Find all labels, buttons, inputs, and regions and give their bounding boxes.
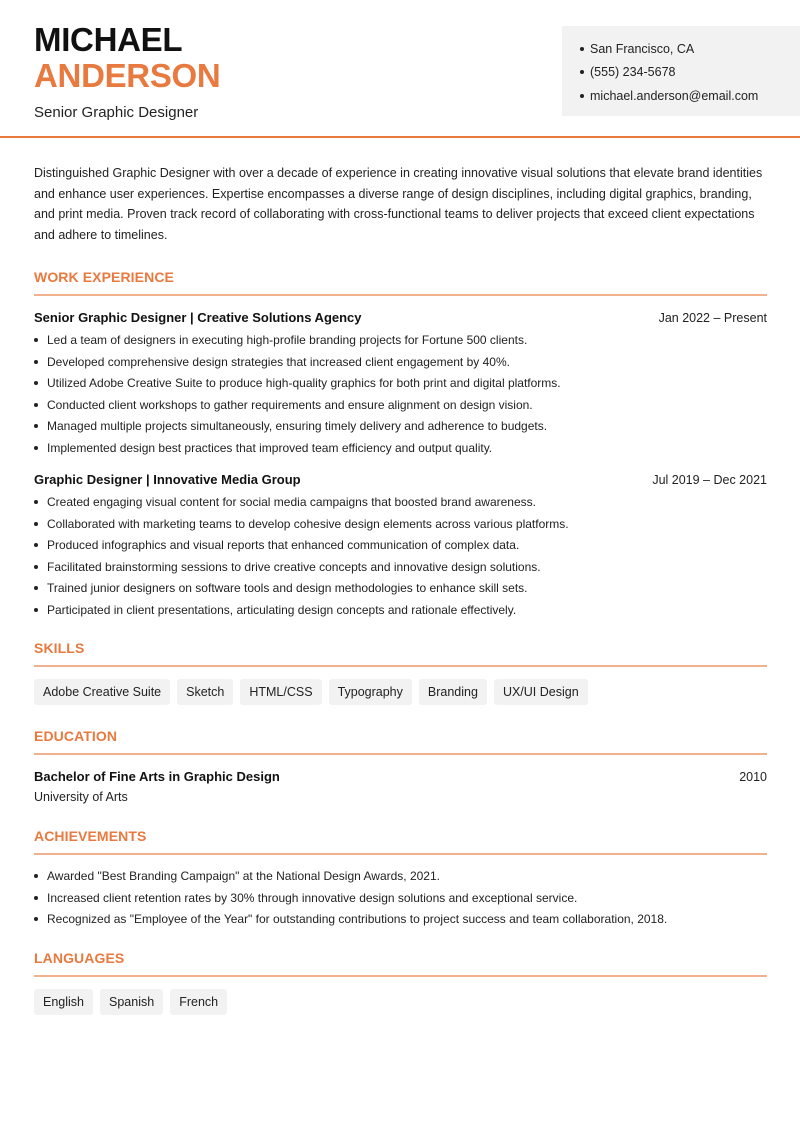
achievement-bullets xyxy=(34,865,767,930)
bullet-dot-icon xyxy=(34,543,38,547)
bullet-dot-icon xyxy=(580,47,584,51)
skill-chip: Sketch xyxy=(177,679,233,705)
job-bullets xyxy=(34,491,767,620)
name-block xyxy=(34,22,220,121)
job-entry xyxy=(34,310,767,458)
section-title-languages: LANGUAGES xyxy=(34,949,125,966)
list-item: Awarded "Best Branding Campaign" at the National Design Awards, 2021. xyxy=(34,865,767,887)
skill-chip: Adobe Creative Suite xyxy=(34,679,170,705)
contact-email[interactable] xyxy=(580,84,800,108)
bullet-dot-icon xyxy=(34,381,38,385)
bullet-dot-icon xyxy=(34,565,38,569)
list-item: Produced infographics and visual reports that enhanced communication of complex data. xyxy=(34,534,767,556)
email-text[interactable]: michael.anderson@email.com xyxy=(590,88,759,103)
list-item: Developed comprehensive design strategies that increased client engagement by 40%. xyxy=(34,351,767,373)
language-chip: French xyxy=(170,989,227,1015)
work-experience-section xyxy=(34,269,767,620)
skills-chips xyxy=(34,679,767,705)
job-bullets xyxy=(34,329,767,458)
bullet-dot-icon xyxy=(34,586,38,590)
list-item: Participated in client presentations, articulating design concepts and rationale effectively. xyxy=(34,599,767,621)
contact-box xyxy=(562,26,800,116)
education-school: University of Arts xyxy=(34,790,128,805)
list-item: Implemented design best practices that improved team efficiency and output quality. xyxy=(34,437,767,459)
last-name: ANDERSON xyxy=(34,57,221,94)
list-item: Created engaging visual content for social media campaigns that boosted brand awareness. xyxy=(34,491,767,513)
section-title-education: EDUCATION xyxy=(34,728,118,745)
list-item: Utilized Adobe Creative Suite to produce high-quality graphics for both print and digital platforms. xyxy=(34,372,767,394)
section-divider xyxy=(34,294,767,296)
section-divider xyxy=(34,853,767,855)
bullet-dot-icon xyxy=(580,70,584,74)
section-divider xyxy=(34,975,767,977)
job-dates: Jan 2022 – Present xyxy=(658,311,767,326)
language-chips xyxy=(34,989,767,1015)
language-chip: English xyxy=(34,989,93,1015)
bullet-dot-icon xyxy=(580,94,584,98)
list-item: Collaborated with marketing teams to develop cohesive design elements across various platforms. xyxy=(34,513,767,535)
section-divider xyxy=(34,665,767,667)
education-section xyxy=(34,728,767,804)
languages-section xyxy=(34,950,767,1015)
first-name: MICHAEL xyxy=(34,21,183,58)
bullet-dot-icon xyxy=(34,500,38,504)
bullet-dot-icon xyxy=(34,522,38,526)
language-chip: Spanish xyxy=(100,989,163,1015)
list-item: Recognized as "Employee of the Year" for outstanding contributions to project success and team collaboration, 2018. xyxy=(34,908,767,930)
achievements-section xyxy=(34,828,767,930)
job-dates: Jul 2019 – Dec 2021 xyxy=(652,473,767,488)
list-item: Facilitated brainstorming sessions to drive creative concepts and innovative design solutions. xyxy=(34,556,767,578)
bullet-dot-icon xyxy=(34,917,38,921)
education-degree: Bachelor of Fine Arts in Graphic Design xyxy=(34,769,280,785)
bullet-dot-icon xyxy=(34,896,38,900)
bullet-dot-icon xyxy=(34,360,38,364)
education-year: 2010 xyxy=(739,770,767,785)
bullet-dot-icon xyxy=(34,424,38,428)
resume-body xyxy=(34,163,767,1015)
skill-chip: Branding xyxy=(419,679,487,705)
skill-chip: Typography xyxy=(329,679,412,705)
job-title-company: Graphic Designer | Innovative Media Group xyxy=(34,472,301,488)
job-entry xyxy=(34,472,767,620)
skills-section xyxy=(34,640,767,705)
job-title: Senior Graphic Designer xyxy=(34,104,199,121)
bullet-dot-icon xyxy=(34,446,38,450)
contact-phone xyxy=(580,61,800,85)
section-title-work: WORK EXPERIENCE xyxy=(34,269,174,286)
list-item: Increased client retention rates by 30% through innovative design solutions and exceptional service. xyxy=(34,887,767,909)
list-item: Trained junior designers on software tools and design methodologies to enhance skill sets. xyxy=(34,577,767,599)
summary-paragraph: Distinguished Graphic Designer with over a decade of experience in creating innovative visual solutions that elevate brand identities and enhance user experiences. Expertise encompasses a diverse range of design disciplines, including digital graphics, branding, and print media. Proven track record of collaborating with cross-functional teams to deliver projects that exceed client expectations and adhere to timelines. xyxy=(34,166,763,242)
skill-chip: UX/UI Design xyxy=(494,679,588,705)
bullet-dot-icon xyxy=(34,608,38,612)
job-title-company: Senior Graphic Designer | Creative Solutions Agency xyxy=(34,310,362,326)
list-item: Led a team of designers in executing high-profile branding projects for Fortune 500 clients. xyxy=(34,329,767,351)
section-title-achievements: ACHIEVEMENTS xyxy=(34,828,147,845)
location-text: San Francisco, CA xyxy=(590,41,695,56)
bullet-dot-icon xyxy=(34,874,38,878)
resume-header xyxy=(0,0,800,138)
list-item: Managed multiple projects simultaneously, ensuring timely delivery and adherence to budgets. xyxy=(34,415,767,437)
phone-text: (555) 234-5678 xyxy=(590,65,676,80)
contact-location xyxy=(580,37,800,61)
bullet-dot-icon xyxy=(34,338,38,342)
bullet-dot-icon xyxy=(34,403,38,407)
list-item: Conducted client workshops to gather requirements and ensure alignment on design vision. xyxy=(34,394,767,416)
skill-chip: HTML/CSS xyxy=(240,679,321,705)
section-divider xyxy=(34,753,767,755)
section-title-skills: SKILLS xyxy=(34,640,85,657)
